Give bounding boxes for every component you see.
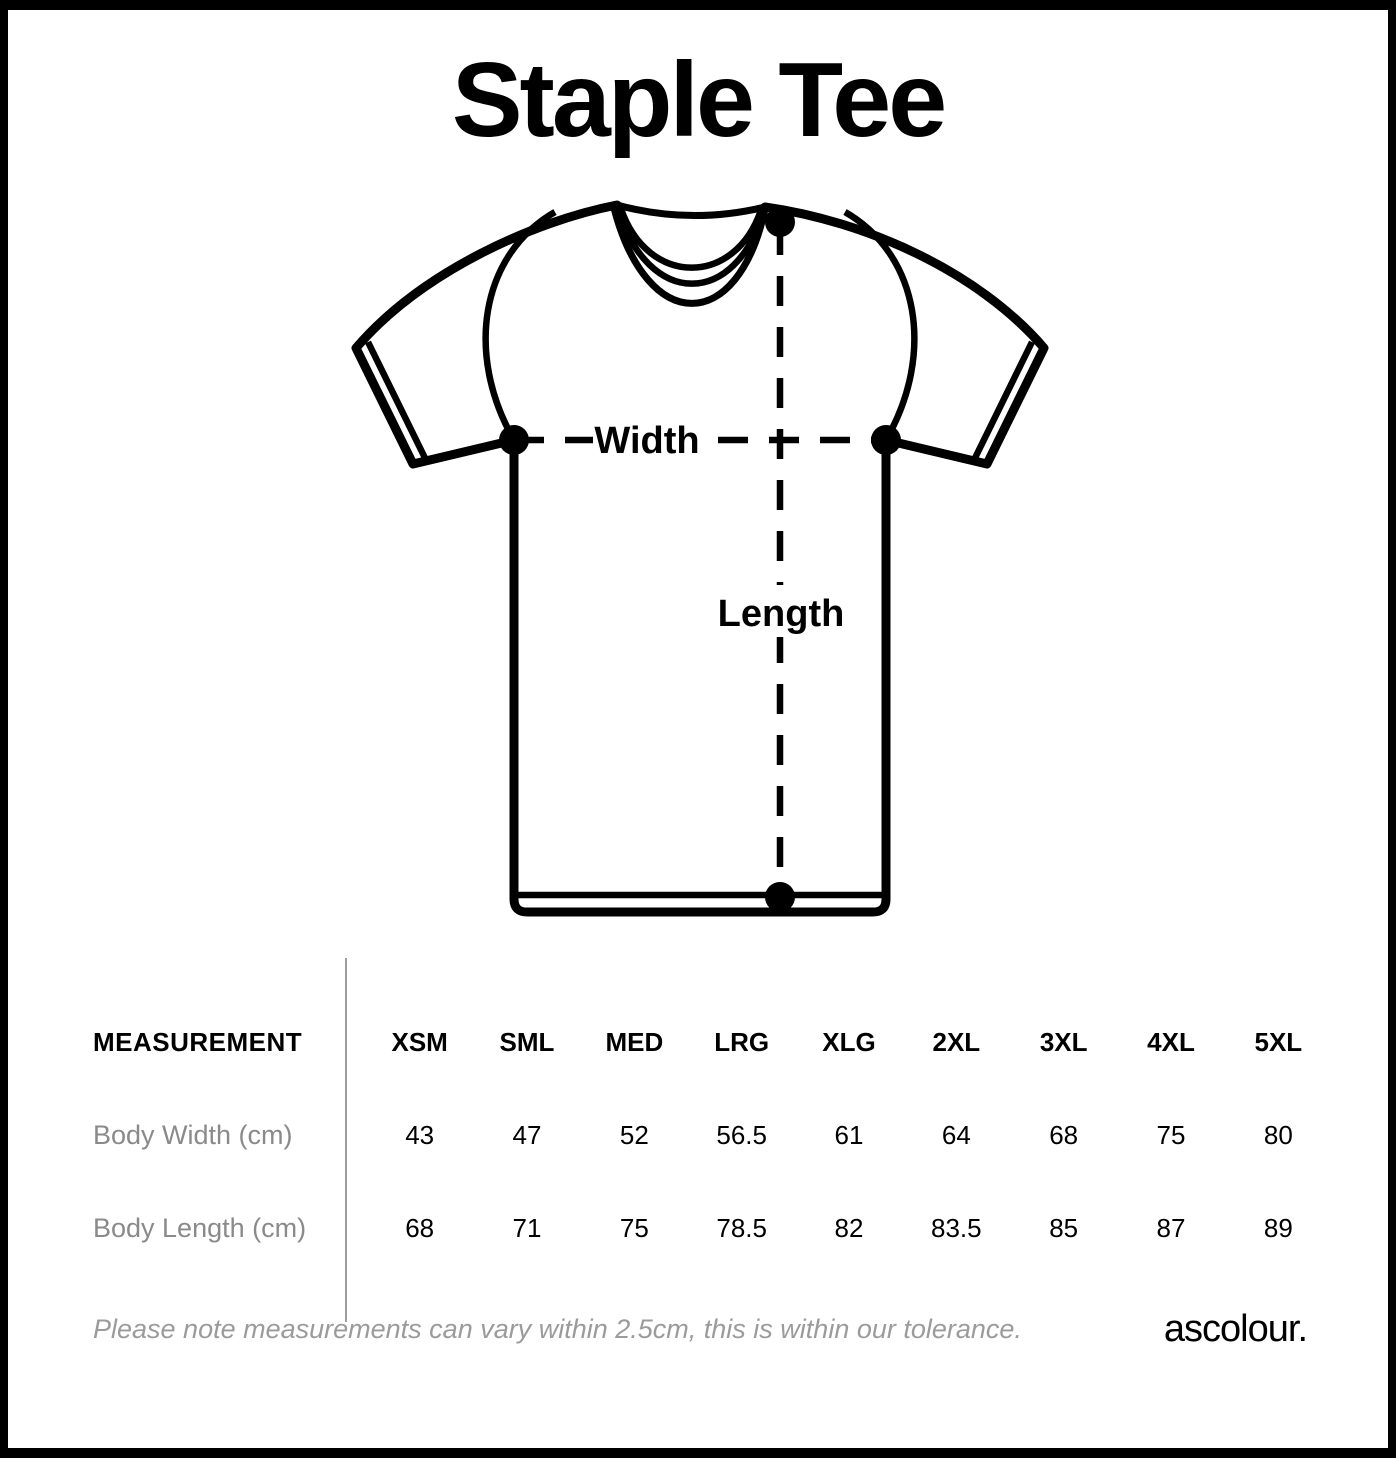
body-width-value: 43 bbox=[405, 1119, 435, 1150]
left-armpit-dot bbox=[499, 425, 529, 455]
size-header-med: MED bbox=[605, 1026, 664, 1057]
body-length-value: 68 bbox=[405, 1212, 435, 1243]
size-header-sml: SML bbox=[499, 1026, 555, 1057]
length-label: Length bbox=[717, 593, 845, 635]
body-width-value: 80 bbox=[1263, 1119, 1293, 1150]
size-header-3xl: 3XL bbox=[1039, 1026, 1088, 1057]
measurement-header: MEASUREMENT bbox=[93, 1026, 303, 1057]
body-width-label: Body Width (cm) bbox=[93, 1119, 293, 1150]
tolerance-note: Please note measurements can vary within 2.5cm, this is within our tolerance. bbox=[93, 1314, 1022, 1344]
body-width-row bbox=[93, 1107, 1332, 1163]
right-armpit-dot bbox=[871, 425, 901, 455]
body-width-value: 61 bbox=[834, 1119, 864, 1150]
body-width-value: 64 bbox=[941, 1119, 971, 1150]
hem-point-dot bbox=[765, 882, 795, 912]
body-length-value: 87 bbox=[1156, 1212, 1186, 1243]
size-header-5xl: 5XL bbox=[1254, 1026, 1303, 1057]
body-width-value: 52 bbox=[619, 1119, 649, 1150]
body-length-value: 83.5 bbox=[931, 1212, 982, 1243]
body-length-value: 71 bbox=[512, 1212, 542, 1243]
body-length-value: 89 bbox=[1263, 1212, 1293, 1243]
body-length-value: 75 bbox=[619, 1212, 649, 1243]
body-length-label: Body Length (cm) bbox=[93, 1212, 307, 1243]
neck-point-dot bbox=[765, 207, 795, 237]
body-width-value: 56.5 bbox=[716, 1119, 767, 1150]
body-length-value: 85 bbox=[1049, 1212, 1079, 1243]
size-header-2xl: 2XL bbox=[932, 1026, 981, 1057]
body-length-value: 82 bbox=[834, 1212, 864, 1243]
size-header-xlg: XLG bbox=[822, 1026, 876, 1057]
size-header-lrg: LRG bbox=[714, 1026, 770, 1057]
body-width-value: 68 bbox=[1049, 1119, 1079, 1150]
brand-logo: ascolour. bbox=[1163, 1308, 1307, 1350]
body-length-row bbox=[93, 1200, 1332, 1256]
size-header-xsm: XSM bbox=[391, 1026, 448, 1057]
width-label: Width bbox=[594, 420, 700, 462]
size-table-header-row bbox=[93, 1014, 1332, 1070]
page-title: Staple Tee bbox=[451, 41, 945, 159]
body-length-value: 78.5 bbox=[716, 1212, 767, 1243]
body-width-value: 47 bbox=[512, 1119, 542, 1150]
size-header-4xl: 4XL bbox=[1147, 1026, 1195, 1057]
tshirt-diagram bbox=[350, 195, 1050, 925]
body-width-value: 75 bbox=[1156, 1119, 1186, 1150]
tshirt-outline bbox=[356, 205, 1044, 912]
